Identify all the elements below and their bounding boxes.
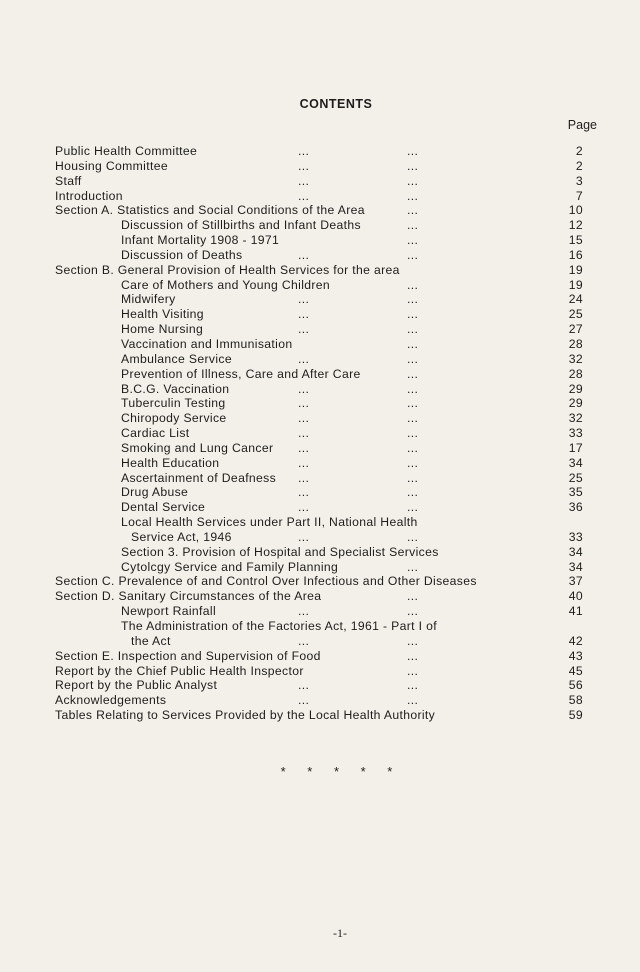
toc-leader-dots: ... (298, 470, 310, 485)
toc-entry-label: Tables Relating to Services Provided by the Local Health Authority (55, 708, 436, 723)
toc-entry (0, 337, 640, 352)
toc-entry (0, 589, 640, 604)
toc-entry (0, 411, 640, 426)
toc-entry-label: Service Act, 1946 (131, 529, 232, 544)
toc-entry (0, 545, 640, 560)
toc-entry-label: Health Visiting (121, 307, 204, 322)
toc-entry (0, 367, 640, 382)
toc-page-number: 19 (568, 262, 583, 277)
toc-leader-dots: ... (407, 589, 419, 604)
toc-entry (0, 560, 640, 575)
toc-page-number: 59 (568, 708, 583, 723)
toc-page-number: 36 (568, 500, 583, 515)
toc-leader-dots: ... (407, 247, 419, 262)
toc-entry (0, 678, 640, 693)
toc-page-number: 25 (568, 307, 583, 322)
toc-entry-label: Local Health Services under Part II, National Health (121, 515, 418, 530)
toc-page-number: 2 (575, 144, 583, 158)
toc-entry (0, 634, 640, 649)
toc-leader-dots: ... (407, 440, 419, 455)
toc-leader-dots: ... (407, 351, 419, 366)
toc-leader-dots: ... (298, 247, 310, 262)
toc-entry (0, 649, 640, 664)
toc-page-number: 35 (568, 485, 583, 500)
toc-leader-dots: ... (407, 426, 419, 441)
toc-entry (0, 530, 640, 545)
toc-leader-dots: ... (407, 633, 419, 648)
toc-leader-dots: ... (407, 604, 419, 619)
toc-entry (0, 352, 640, 367)
toc-leader-dots: ... (298, 381, 310, 396)
toc-leader-dots: ... (407, 470, 419, 485)
toc-leader-dots: ... (407, 173, 419, 188)
toc-entry (0, 174, 640, 189)
toc-leader-dots: ... (407, 396, 419, 411)
toc-leader-dots: ... (298, 411, 310, 426)
toc-entry (0, 307, 640, 322)
toc-leader-dots: ... (298, 173, 310, 188)
toc-entry-label: Cytolcgy Service and Family Planning (121, 559, 339, 574)
toc-page-number: 25 (568, 470, 583, 485)
toc-page-number: 43 (568, 648, 583, 663)
toc-page-number: 42 (568, 633, 583, 648)
toc-entry-label: Ascertainment of Deafness (121, 470, 277, 485)
toc-entry-label: Home Nursing (121, 322, 204, 337)
toc-entry-label: Prevention of Illness, Care and After Care (121, 366, 361, 381)
toc-page-number: 34 (568, 455, 583, 470)
toc-entry-label: Newport Rainfall (121, 604, 217, 619)
toc-page-number: 3 (575, 173, 583, 188)
toc-entry (0, 574, 640, 589)
page-column-header: Page (567, 118, 597, 132)
toc-entry (0, 218, 640, 233)
toc-leader-dots: ... (407, 529, 419, 544)
toc-page-number: 32 (568, 411, 583, 426)
toc-page-number: 45 (568, 663, 583, 678)
toc-entry (0, 144, 640, 159)
toc-entry (0, 396, 640, 411)
page-number-footer: -1- (333, 926, 347, 940)
toc-page-number: 40 (568, 589, 583, 604)
toc-leader-dots: ... (298, 500, 310, 515)
toc-leader-dots: ... (407, 277, 419, 292)
toc-leader-dots: ... (407, 366, 419, 381)
toc-entry (0, 189, 640, 204)
toc-entry (0, 292, 640, 307)
toc-leader-dots: ... (298, 633, 310, 648)
toc-leader-dots: ... (298, 322, 310, 337)
toc-leader-dots: ... (298, 188, 310, 203)
toc-leader-dots: ... (407, 158, 419, 173)
toc-entry-label: Drug Abuse (121, 485, 189, 500)
toc-entry (0, 159, 640, 174)
toc-page-number: 58 (568, 693, 583, 708)
toc-leader-dots: ... (407, 322, 419, 337)
toc-leader-dots: ... (298, 529, 310, 544)
toc-page-number: 56 (568, 678, 583, 693)
toc-entry-label: the Act (131, 633, 171, 648)
toc-page-number: 34 (568, 559, 583, 574)
toc-leader-dots: ... (407, 485, 419, 500)
toc-entry-label: Housing Committee (55, 158, 168, 173)
page-title: CONTENTS (299, 97, 373, 111)
toc-entry (0, 278, 640, 293)
toc-entry (0, 382, 640, 397)
toc-leader-dots: ... (298, 440, 310, 455)
toc-entry-label: Section E. Inspection and Supervision of Food (55, 648, 321, 663)
toc-entry (0, 263, 640, 278)
toc-entry-label: Staff (55, 173, 82, 188)
toc-page-number: 29 (568, 381, 583, 396)
toc-leader-dots: ... (407, 500, 419, 515)
toc-leader-dots: ... (407, 233, 419, 248)
toc-page-number: 7 (575, 188, 583, 203)
toc-page-number: 34 (568, 544, 583, 559)
toc-page-number: 16 (568, 247, 583, 262)
toc-entry (0, 456, 640, 471)
toc-entry-label: B.C.G. Vaccination (121, 381, 230, 396)
toc-entry (0, 708, 640, 723)
toc-leader-dots: ... (407, 411, 419, 426)
toc-leader-dots: ... (407, 678, 419, 693)
toc-leader-dots: ... (298, 351, 310, 366)
toc-entry-label: Introduction (55, 188, 123, 203)
toc-leader-dots: ... (298, 455, 310, 470)
toc-page-number: 28 (568, 336, 583, 351)
toc-leader-dots: ... (407, 188, 419, 203)
toc-entry (0, 322, 640, 337)
toc-leader-dots: ... (298, 426, 310, 441)
toc-entry (0, 619, 640, 634)
separator-stars: * * * * * (280, 764, 402, 779)
toc-page-number: 19 (568, 277, 583, 292)
toc-page-number: 24 (568, 292, 583, 307)
toc-leader-dots: ... (407, 648, 419, 663)
toc-page-number: 33 (568, 426, 583, 441)
toc-page-number: 2 (575, 158, 583, 173)
toc-entry-label: Report by the Chief Public Health Inspector (55, 663, 304, 678)
toc-entry-label: Cardiac List (121, 426, 190, 441)
toc-page-number: 32 (568, 351, 583, 366)
toc-entry (0, 233, 640, 248)
toc-entry-label: The Administration of the Factories Act, 1961 - Part I of (121, 619, 437, 633)
toc-entry-label: Public Health Committee (55, 144, 198, 158)
toc-entry (0, 664, 640, 679)
toc-leader-dots: ... (407, 663, 419, 678)
toc-page-number: 27 (568, 322, 583, 337)
toc-entry (0, 485, 640, 500)
toc-entry-label: Infant Mortality 1908 - 1971 (121, 233, 280, 248)
toc-entry-label: Vaccination and Immunisation (121, 336, 293, 351)
toc-leader-dots: ... (407, 203, 419, 218)
toc-entry-label: Discussion of Deaths (121, 247, 243, 262)
toc-page-number: 10 (568, 203, 583, 218)
toc-leader-dots: ... (407, 307, 419, 322)
toc-page-number: 37 (568, 574, 583, 589)
toc-entry (0, 248, 640, 263)
table-of-contents (0, 144, 640, 723)
toc-entry-label: Section C. Prevalence of and Control Over Infectious and Other Diseases (55, 574, 477, 589)
toc-page-number: 33 (568, 529, 583, 544)
toc-entry-label: Section B. General Provision of Health Services for the area (55, 262, 400, 277)
toc-page-number: 12 (568, 218, 583, 233)
toc-entry-label: Section A. Statistics and Social Conditions of the Area (55, 203, 365, 218)
toc-leader-dots: ... (298, 693, 310, 708)
toc-entry (0, 441, 640, 456)
toc-entry-label: Report by the Public Analyst (55, 678, 218, 693)
toc-leader-dots: ... (407, 381, 419, 396)
toc-page-number: 29 (568, 396, 583, 411)
toc-leader-dots: ... (407, 292, 419, 307)
toc-leader-dots: ... (407, 693, 419, 708)
toc-entry-label: Tuberculin Testing (121, 396, 226, 411)
toc-page-number: 15 (568, 233, 583, 248)
toc-leader-dots: ... (298, 678, 310, 693)
toc-entry (0, 203, 640, 218)
toc-leader-dots: ... (298, 158, 310, 173)
toc-entry-label: Midwifery (121, 292, 176, 307)
toc-leader-dots: ... (407, 336, 419, 351)
toc-leader-dots: ... (298, 307, 310, 322)
toc-entry (0, 693, 640, 708)
toc-entry-label: Section 3. Provision of Hospital and Specialist Services (121, 544, 439, 559)
toc-entry-label: Chiropody Service (121, 411, 227, 426)
toc-leader-dots: ... (298, 144, 310, 158)
toc-entry (0, 515, 640, 530)
toc-entry-label: Section D. Sanitary Circumstances of the Area (55, 589, 322, 604)
toc-entry-label: Discussion of Stillbirths and Infant Deaths (121, 218, 361, 233)
toc-page-number: 17 (568, 440, 583, 455)
toc-leader-dots: ... (298, 292, 310, 307)
toc-page-number: 41 (568, 604, 583, 619)
toc-entry (0, 426, 640, 441)
toc-entry (0, 500, 640, 515)
toc-entry-label: Ambulance Service (121, 351, 232, 366)
toc-leader-dots: ... (407, 455, 419, 470)
toc-entry-label: Smoking and Lung Cancer (121, 440, 274, 455)
toc-leader-dots: ... (298, 396, 310, 411)
toc-page-number: 28 (568, 366, 583, 381)
toc-entry-label: Health Education (121, 455, 220, 470)
toc-entry-label: Dental Service (121, 500, 206, 515)
toc-leader-dots: ... (407, 559, 419, 574)
toc-leader-dots: ... (298, 604, 310, 619)
toc-leader-dots: ... (407, 218, 419, 233)
toc-entry (0, 604, 640, 619)
toc-leader-dots: ... (407, 144, 419, 158)
toc-leader-dots: ... (298, 485, 310, 500)
toc-entry (0, 471, 640, 486)
toc-entry-label: Acknowledgements (55, 693, 167, 708)
toc-entry-label: Care of Mothers and Young Children (121, 277, 331, 292)
